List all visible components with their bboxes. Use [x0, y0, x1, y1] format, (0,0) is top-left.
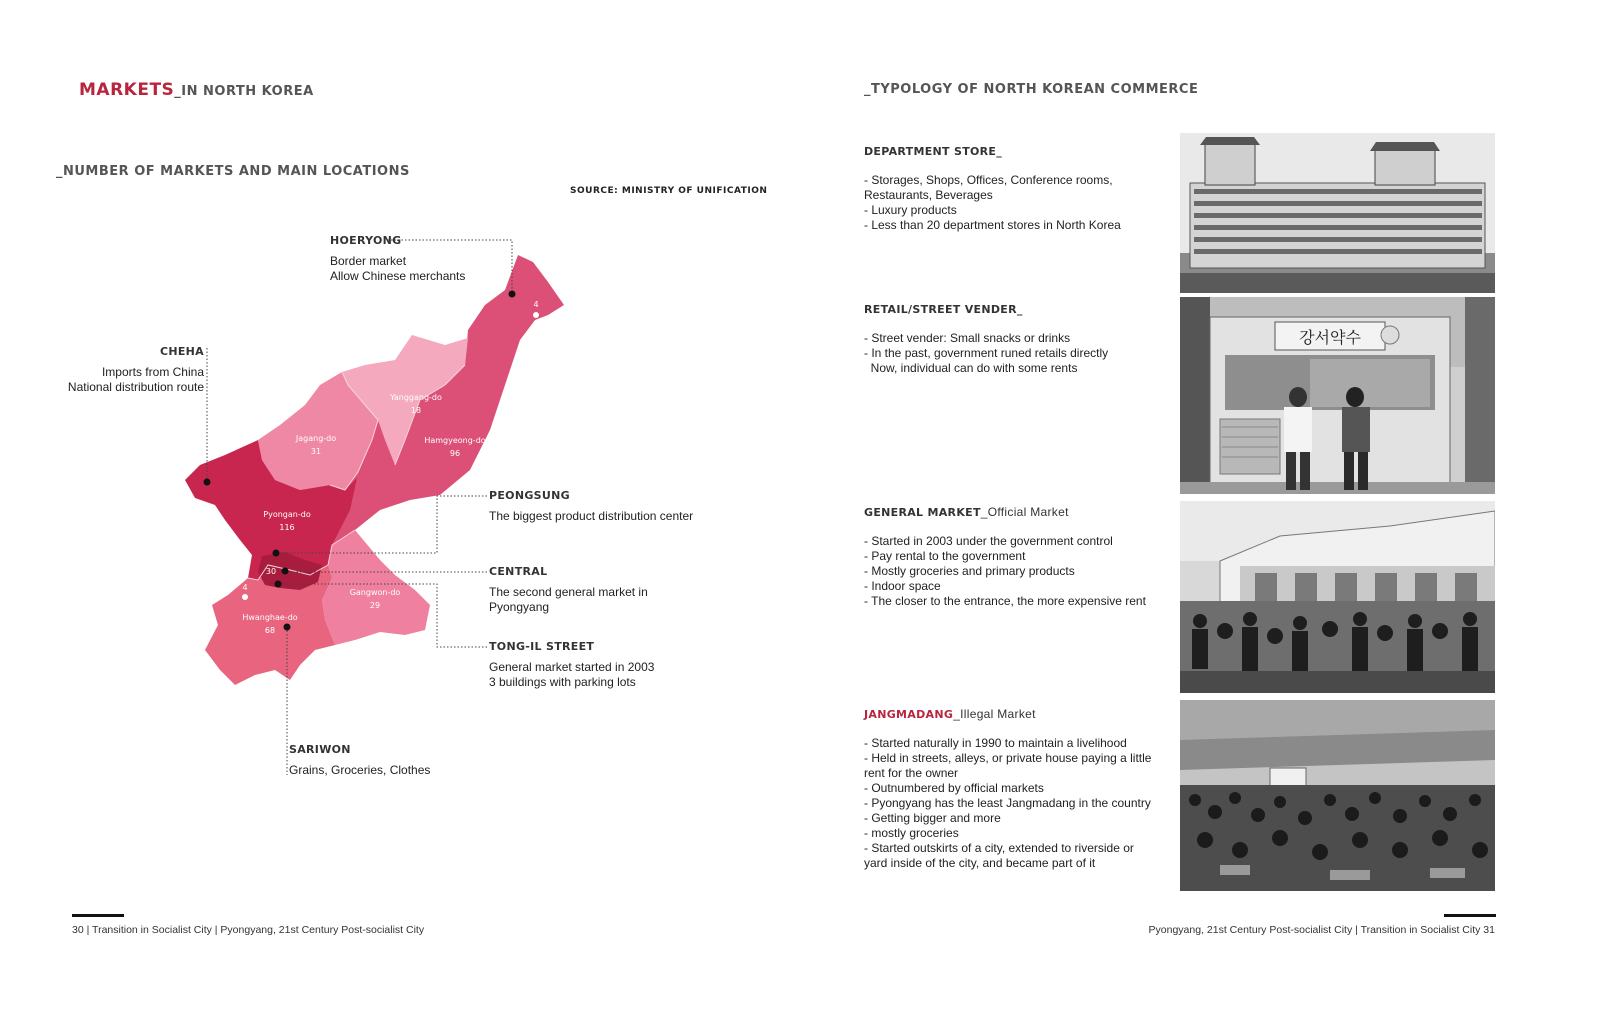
photo-department-store-art	[1180, 133, 1495, 293]
count-pyongan: 116	[279, 523, 295, 532]
type-general-market	[864, 505, 1174, 609]
annotation-cheha	[40, 345, 204, 395]
annotation-text: Grains, Groceries, Clothes	[289, 763, 431, 777]
dot-sariwon	[284, 624, 291, 631]
annotation-central	[489, 565, 648, 615]
type-street-vender	[864, 303, 1164, 376]
type-item: - Indoor space	[864, 579, 941, 593]
dot-cheha	[204, 479, 211, 486]
type-item: - Street vender: Small snacks or drinks	[864, 331, 1071, 345]
footer-rule-left	[72, 914, 124, 917]
annotation-text: National distribution route	[67, 380, 204, 394]
count-hamgyeong: 96	[449, 449, 461, 458]
count-hwanghae: 68	[264, 626, 276, 635]
annotation-hoeryong	[330, 234, 465, 284]
annotation-title: CHEHA	[159, 345, 204, 358]
annotation-sariwon	[289, 743, 430, 778]
dot-central	[282, 568, 289, 575]
type-item: - Getting bigger and more	[864, 811, 1001, 825]
annotation-peongsung	[489, 489, 693, 524]
photo-jangmadang-art	[1180, 700, 1495, 891]
photo-jangmadang	[1180, 700, 1495, 891]
footer-right: Pyongyang, 21st Century Post-socialist City | Transition in Socialist City 31	[1148, 924, 1495, 936]
annotation-title: HOERYONG	[330, 234, 402, 247]
section-title: _NUMBER OF MARKETS AND MAIN LOCATIONS	[56, 164, 410, 179]
annotation-title: SARIWON	[289, 743, 351, 756]
type-jangmadang	[864, 707, 1174, 871]
annotation-title: TONG-IL STREET	[489, 640, 595, 653]
count-rason: 4	[533, 300, 539, 309]
type-label: DEPARTMENT STORE_	[864, 145, 1003, 158]
type-label-rest: _Official Market	[980, 505, 1069, 519]
annotation-text: Imports from China	[101, 365, 204, 379]
type-item: rent for the owner	[864, 766, 959, 780]
type-item: - Started in 2003 under the government control	[864, 534, 1113, 548]
type-label	[864, 505, 1174, 519]
annotation-text: Pyongyang	[489, 600, 550, 614]
annotation-title: CENTRAL	[489, 565, 548, 578]
label-yanggang: Yanggang-do	[390, 393, 442, 402]
type-item: - mostly groceries	[864, 826, 959, 840]
type-label: RETAIL/STREET VENDER_	[864, 303, 1023, 316]
dot-peongsung	[273, 550, 280, 557]
type-item: - Pay rental to the government	[864, 549, 1026, 563]
type-item: - The closer to the entrance, the more expensive rent	[864, 594, 1146, 608]
annotation-text: Border market	[330, 254, 407, 268]
label-hwanghae: Hwanghae-do	[242, 613, 298, 622]
annotation-title: PEONGSUNG	[489, 489, 570, 502]
dot-tongil	[275, 581, 282, 588]
count-pyongyang: 30	[265, 567, 277, 576]
pin-rason	[533, 312, 539, 318]
count-kaesong: 4	[242, 583, 248, 592]
annotation-tongil	[489, 640, 654, 690]
type-item: - Luxury products	[864, 203, 957, 217]
kiosk-sign: 강서약수	[1299, 328, 1361, 347]
type-item: Now, individual can do with some rents	[864, 361, 1078, 375]
type-item: - Started outskirts of a city, extended to riverside or	[864, 841, 1134, 855]
count-jagang: 31	[310, 447, 322, 456]
title-suffix: _IN NORTH KOREA	[174, 84, 314, 99]
footer-left: 30 | Transition in Socialist City | Pyongyang, 21st Century Post-socialist City	[72, 924, 425, 936]
type-item: yard inside of the city, and became part of it	[864, 856, 1096, 870]
type-item: - Less than 20 department stores in North Korea	[864, 218, 1121, 232]
title-markets: MARKETS	[79, 80, 175, 100]
type-label-main: GENERAL MARKET	[864, 506, 981, 519]
type-item: Restaurants, Beverages	[864, 188, 993, 202]
type-label	[864, 707, 1174, 721]
annotation-text: Allow Chinese merchants	[330, 269, 466, 283]
label-jagang: Jagang-do	[295, 434, 337, 443]
type-label-main: JANGMADANG	[864, 708, 954, 721]
type-item: - Started naturally in 1990 to maintain a livelihood	[864, 736, 1127, 750]
photo-street-vender-art	[1180, 297, 1495, 494]
annotation-text: The second general market in	[489, 585, 648, 599]
type-department-store	[864, 145, 1164, 233]
annotation-text: 3 buildings with parking lots	[489, 675, 636, 689]
annotation-text: The biggest product distribution center	[489, 509, 694, 523]
type-label-rest: _Illegal Market	[953, 707, 1036, 721]
pin-kaesong	[242, 594, 248, 600]
source-note: SOURCE: MINISTRY OF UNIFICATION	[570, 186, 768, 196]
photo-department-store	[1180, 133, 1495, 293]
photo-general-market	[1180, 501, 1495, 693]
photo-street-vender	[1180, 297, 1495, 494]
count-gangwon: 29	[369, 601, 381, 610]
count-yanggang: 18	[410, 406, 422, 415]
typology-title: _TYPOLOGY OF NORTH KOREAN COMMERCE	[864, 82, 1199, 97]
label-pyongan: Pyongan-do	[263, 510, 311, 519]
type-item: - Storages, Shops, Offices, Conference rooms,	[864, 173, 1113, 187]
footer-rule-right	[1444, 914, 1496, 917]
type-item: - Outnumbered by official markets	[864, 781, 1044, 795]
type-item: - Held in streets, alleys, or private house paying a little	[864, 751, 1152, 765]
label-hamgyeong: Hamgyeong-do	[424, 436, 486, 445]
label-gangwon: Gangwon-do	[349, 588, 401, 597]
type-item: - In the past, government runed retails directly	[864, 346, 1109, 360]
type-item: - Pyongyang has the least Jangmadang in the country	[864, 796, 1151, 810]
annotation-text: General market started in 2003	[489, 660, 655, 674]
dot-hoeryong	[509, 291, 516, 298]
type-item: - Mostly groceries and primary products	[864, 564, 1075, 578]
photo-general-market-art	[1180, 501, 1495, 693]
